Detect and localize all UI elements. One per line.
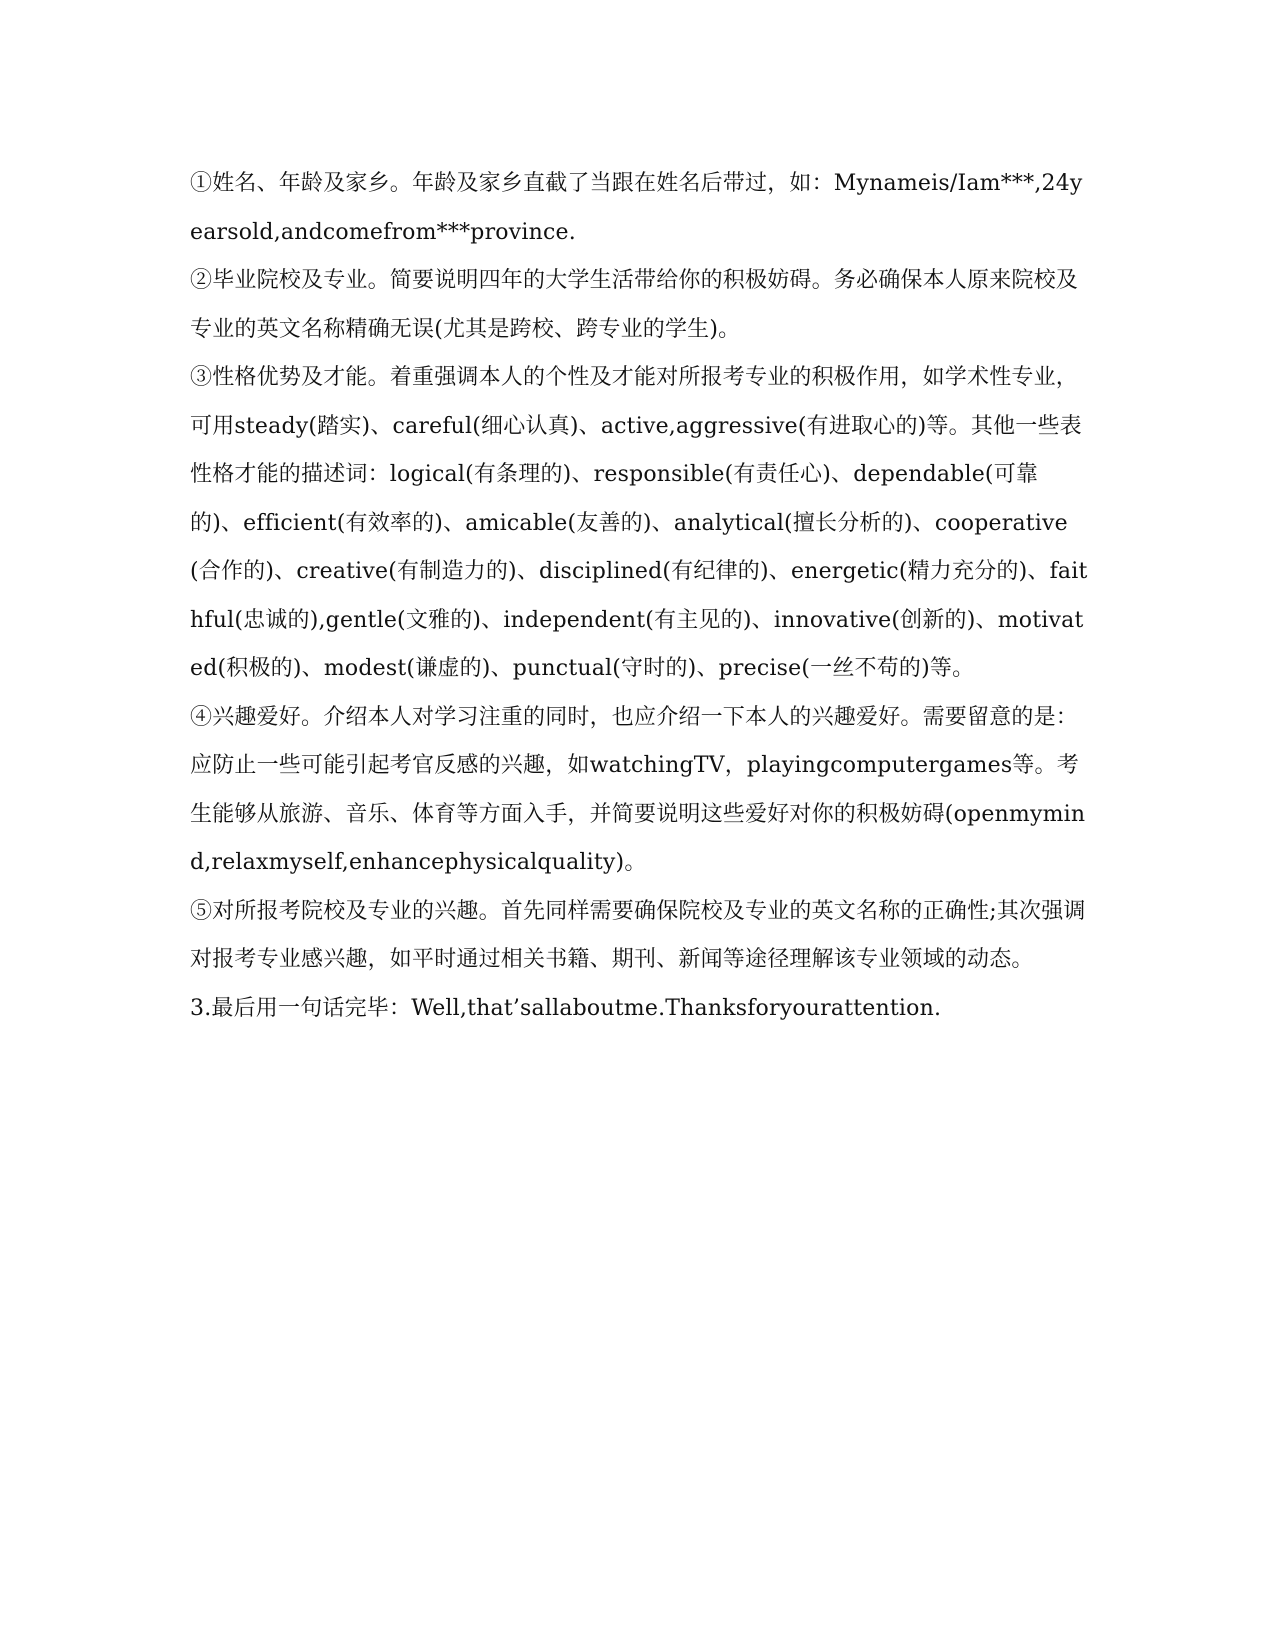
document-body: [190, 160, 1090, 1033]
paragraph-name-age-hometown: ①姓名、年龄及家乡。年龄及家乡直截了当跟在姓名后带过，如：Mynameis/Iam***,24yearsold,andcomefrom***province.: [190, 171, 1083, 245]
paragraph-hobbies: ④兴趣爱好。介绍本人对学习注重的同时，也应介绍一下本人的兴趣爱好。需要留意的是：应防止一些可能引起考官反感的兴趣，如watchingTV，playingcomputergames等。考生能够从旅游、音乐、体育等方面入手，并简要说明这些爱好对你的积极妨碍(openmymind,relaxmyself,enhancephysicalquality)。: [190, 704, 1086, 875]
paragraph-interest-in-program: ⑤对所报考院校及专业的兴趣。首先同样需要确保院校及专业的英文名称的正确性;其次强调对报考专业感兴趣，如平时通过相关书籍、期刊、新闻等途径理解该专业领域的动态。: [190, 898, 1086, 972]
paragraph-personality-talents: ③性格优势及才能。着重强调本人的个性及才能对所报考专业的积极作用，如学术性专业，可用steady(踏实)、careful(细心认真)、active,aggressive(有进取心的)等。其他一些表性格才能的描述词：logical(有条理的)、responsible(有责任心)、dependable(可靠的)、efficient(有效率的)、amicable(友善的)、analytical(擅长分析的)、cooperative(合作的)、creative(有制造力的)、disciplined(有纪律的)、energetic(精力充分的)、faithful(忠诚的),gentle(文雅的)、independent(有主见的)、innovative(创新的)、motivated(积极的)、modest(谦虚的)、punctual(守时的)、precise(一丝不苟的)等。: [190, 365, 1088, 681]
paragraph-school-major: ②毕业院校及专业。简要说明四年的大学生活带给你的积极妨碍。务必确保本人原来院校及专业的英文名称精确无误(尤其是跨校、跨专业的学生)。: [190, 268, 1079, 342]
paragraph-closing: 3.最后用一句话完毕：Well,that’sallaboutme.Thanksforyourattention.: [190, 995, 942, 1021]
